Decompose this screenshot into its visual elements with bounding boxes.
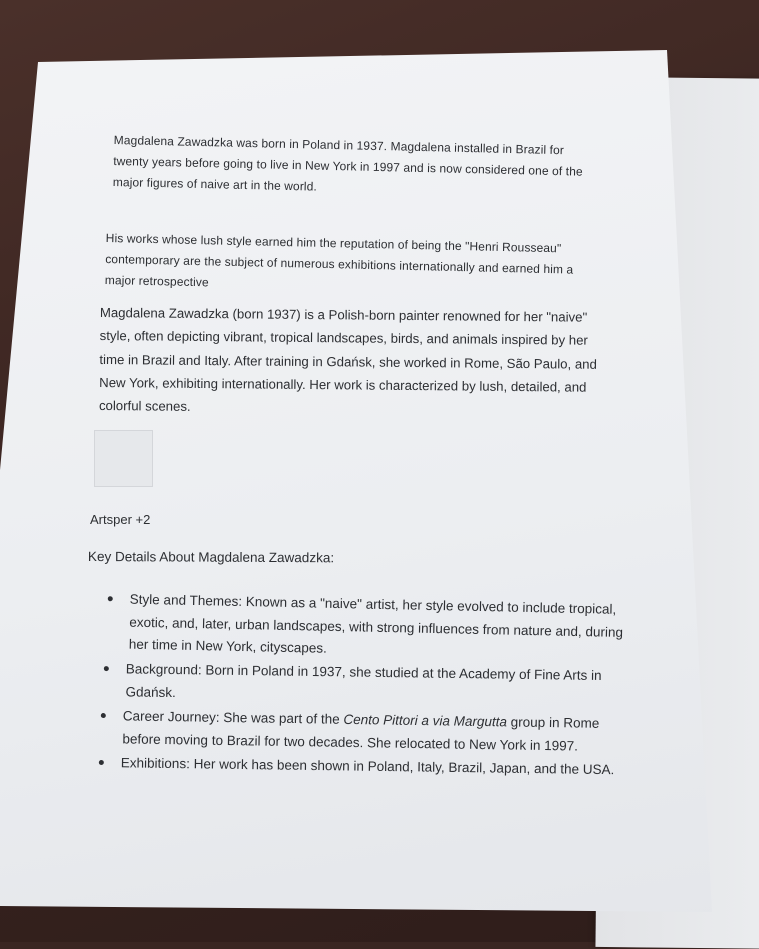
list-item-text: Style and Themes: Known as a "naive" artist, her style evolved to include tropical, exotic, and, later, urban landscapes, with strong influences from nature and, during her time in New York, cityscapes. — [128, 591, 624, 656]
career-prefix-text: Career Journey: She was part of the — [122, 707, 344, 727]
career-suffix-text: group in Rome before moving to Brazil for two decades. She relocated to New York in 1997. — [122, 713, 600, 753]
list-item-background — [99, 658, 620, 710]
bullet-icon — [108, 596, 113, 601]
career-group-name: Cento Pittori a via Margutta — [343, 711, 508, 729]
list-item-style — [103, 588, 624, 666]
list-item-text: Background: Born in Poland in 1937, she studied at the Academy of Fine Arts in Gdańsk. — [125, 660, 602, 700]
key-details-list — [100, 588, 624, 777]
image-placeholder — [94, 430, 153, 487]
intro-paragraph: Magdalena Zawadzka was born in Poland in 1937. Magdalena installed in Brazil for twenty years before going to live in New York in 1997 and is now considered one of the major figures of naive art in the world. — [112, 132, 583, 194]
list-item-text: Exhibitions: Her work has been shown in Poland, Italy, Brazil, Japan, and the USA. — [120, 754, 615, 777]
bullet-icon — [99, 759, 104, 764]
works-paragraph: His works whose lush style earned him the reputation of being the "Henri Rousseau" contemporary are the subject of numerous exhibitions internationally and earned him a major retrospective — [104, 230, 574, 290]
source-label: Artsper +2 — [90, 512, 151, 527]
summary-paragraph: Magdalena Zawadzka (born 1937) is a Polish-born painter renowned for her "naive" style, often depicting vibrant, tropical landscapes, birds, and animals inspired by her time in Brazil and Italy. After training in Gdańsk, she worked in Rome, São Paulo, and New York, exhibiting internationally. Her work is characterized by lush, detailed, and colorful scenes. — [98, 304, 597, 415]
bullet-icon — [104, 666, 109, 671]
list-item-career — [96, 704, 617, 757]
bullet-icon — [101, 713, 106, 718]
key-details-heading: Key Details About Magdalena Zawadzka: — [87, 549, 335, 566]
